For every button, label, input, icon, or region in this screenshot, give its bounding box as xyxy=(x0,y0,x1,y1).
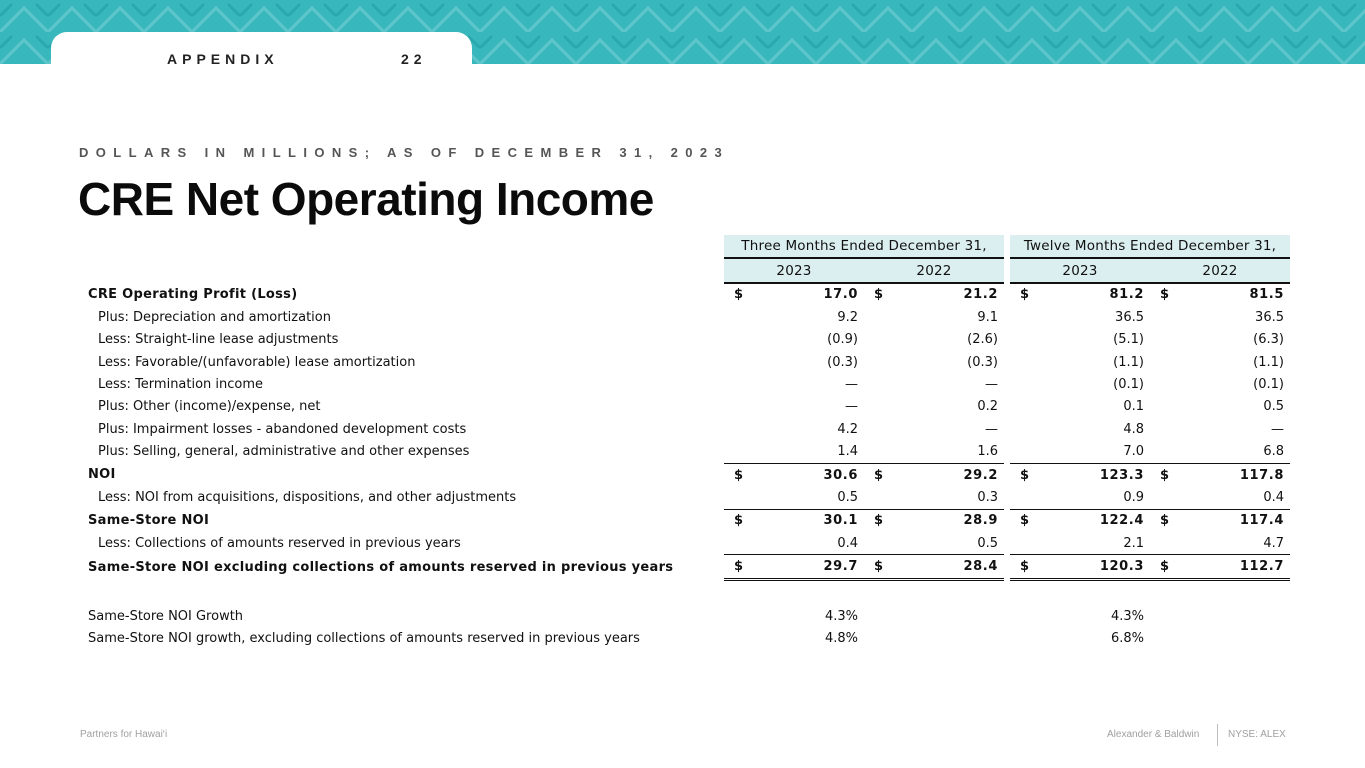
value-text: — xyxy=(985,421,998,437)
value-text: 29.7 xyxy=(823,559,858,575)
value-text: 30.1 xyxy=(823,513,858,529)
value-cell xyxy=(1010,509,1150,532)
value-cell xyxy=(724,306,864,328)
table-row xyxy=(80,283,1290,306)
value-cell xyxy=(1150,418,1290,440)
value-text: 6.8% xyxy=(1110,630,1144,646)
currency-symbol: $ xyxy=(734,513,744,529)
table-row xyxy=(80,486,1290,509)
value-text: 4.2 xyxy=(837,421,858,437)
currency-symbol: $ xyxy=(1160,559,1170,575)
row-label: Same-Store NOI xyxy=(88,513,210,529)
value-text: 4.3% xyxy=(1110,608,1144,624)
value-cell xyxy=(1150,509,1290,532)
value-cell xyxy=(1010,351,1150,373)
value-cell xyxy=(864,463,1004,486)
section-label: APPENDIX xyxy=(167,51,279,67)
value-text: 4.3% xyxy=(824,608,858,624)
table-row xyxy=(80,555,1290,579)
value-cell xyxy=(724,373,864,395)
growth-value xyxy=(1010,627,1150,649)
value-text: 28.9 xyxy=(963,513,998,529)
table-row xyxy=(80,351,1290,373)
value-cell xyxy=(724,329,864,351)
value-cell xyxy=(864,283,1004,306)
value-cell xyxy=(864,532,1004,555)
value-cell xyxy=(1150,486,1290,509)
value-text: 4.8% xyxy=(824,630,858,646)
growth-row xyxy=(80,605,1290,627)
currency-symbol: $ xyxy=(1160,287,1170,303)
currency-symbol: $ xyxy=(734,287,744,303)
value-cell xyxy=(1150,463,1290,486)
value-cell xyxy=(864,441,1004,464)
value-text: 36.5 xyxy=(1115,309,1144,325)
table-row xyxy=(80,396,1290,418)
value-text: 0.4 xyxy=(1263,489,1284,505)
value-text: (0.9) xyxy=(827,332,858,348)
value-text: 1.6 xyxy=(977,444,998,460)
row-label: Less: Straight-line lease adjustments xyxy=(98,332,339,348)
value-text: (1.1) xyxy=(1253,354,1284,370)
value-text: 117.8 xyxy=(1239,467,1284,483)
noi-table xyxy=(80,235,1290,650)
value-text: — xyxy=(845,399,858,415)
row-label: Less: Favorable/(unfavorable) lease amortization xyxy=(98,354,416,370)
table-row xyxy=(80,329,1290,351)
value-text: 9.1 xyxy=(977,309,998,325)
value-cell xyxy=(1010,306,1150,328)
currency-symbol: $ xyxy=(1020,467,1030,483)
value-cell xyxy=(1010,373,1150,395)
currency-symbol: $ xyxy=(1160,467,1170,483)
value-cell xyxy=(1010,441,1150,464)
value-cell xyxy=(864,396,1004,418)
value-cell xyxy=(724,463,864,486)
table-body xyxy=(80,283,1290,580)
currency-symbol: $ xyxy=(874,287,884,303)
value-cell xyxy=(724,283,864,306)
twelve-months-header: Twelve Months Ended December 31, xyxy=(1010,235,1290,258)
footer-tagline: Partners for Hawai‘i xyxy=(80,729,168,740)
value-cell xyxy=(724,418,864,440)
value-text: 0.2 xyxy=(977,399,998,415)
row-label: Less: NOI from acquisitions, dispositions, and other adjustments xyxy=(98,490,517,506)
value-cell xyxy=(864,373,1004,395)
table-row xyxy=(80,306,1290,328)
growth-label: Same-Store NOI growth, excluding collections of amounts reserved in previous years xyxy=(88,630,640,646)
row-label: Plus: Selling, general, administrative and other expenses xyxy=(98,444,470,460)
value-text: (0.3) xyxy=(967,354,998,370)
value-cell xyxy=(1010,555,1150,579)
value-cell xyxy=(1150,555,1290,579)
value-text: (5.1) xyxy=(1113,332,1144,348)
currency-symbol: $ xyxy=(1020,559,1030,575)
year-header-row xyxy=(80,258,1290,282)
value-cell xyxy=(864,351,1004,373)
table-row xyxy=(80,441,1290,464)
currency-symbol: $ xyxy=(734,559,744,575)
value-text: 4.7 xyxy=(1263,535,1284,551)
value-cell xyxy=(864,555,1004,579)
value-cell xyxy=(1150,532,1290,555)
row-label: Plus: Other (income)/expense, net xyxy=(98,399,321,415)
row-label: NOI xyxy=(88,467,116,483)
currency-symbol: $ xyxy=(874,467,884,483)
value-cell xyxy=(724,555,864,579)
value-cell xyxy=(724,441,864,464)
value-text: 120.3 xyxy=(1099,559,1144,575)
value-text: 0.4 xyxy=(837,535,858,551)
value-cell xyxy=(1150,441,1290,464)
value-cell xyxy=(1010,486,1150,509)
value-text: 0.5 xyxy=(977,535,998,551)
currency-symbol: $ xyxy=(1020,287,1030,303)
page-subtitle: DOLLARS IN MILLIONS; AS OF DECEMBER 31, 2023 xyxy=(79,145,730,160)
growth-value xyxy=(724,605,864,627)
value-cell xyxy=(1150,351,1290,373)
group-header-row xyxy=(80,235,1290,258)
table-row xyxy=(80,373,1290,395)
currency-symbol: $ xyxy=(1020,513,1030,529)
value-text: (0.1) xyxy=(1253,377,1284,393)
row-label: Same-Store NOI excluding collections of amounts reserved in previous years xyxy=(88,559,674,575)
value-text: 2.1 xyxy=(1123,535,1144,551)
value-text: 21.2 xyxy=(963,287,998,303)
year-header: 2022 xyxy=(864,258,1004,282)
value-text: 4.8 xyxy=(1123,421,1144,437)
footer-divider xyxy=(1217,724,1218,746)
table-row xyxy=(80,418,1290,440)
value-text: 29.2 xyxy=(963,467,998,483)
spacer-row xyxy=(80,579,1290,605)
value-cell xyxy=(724,509,864,532)
value-cell xyxy=(864,306,1004,328)
value-cell xyxy=(1150,306,1290,328)
three-months-header: Three Months Ended December 31, xyxy=(724,235,1004,258)
table-row xyxy=(80,463,1290,486)
value-text: 112.7 xyxy=(1239,559,1284,575)
growth-body xyxy=(80,605,1290,650)
value-text: 0.3 xyxy=(977,489,998,505)
page-number: 22 xyxy=(401,51,427,67)
value-text: 7.0 xyxy=(1123,444,1144,460)
value-cell xyxy=(1010,418,1150,440)
value-cell xyxy=(864,329,1004,351)
value-text: (0.1) xyxy=(1113,377,1144,393)
growth-label: Same-Store NOI Growth xyxy=(88,608,244,624)
value-text: — xyxy=(1271,421,1284,437)
row-label: Plus: Impairment losses - abandoned development costs xyxy=(98,421,467,437)
value-text: 123.3 xyxy=(1099,467,1144,483)
growth-value xyxy=(1010,605,1150,627)
row-label: Plus: Depreciation and amortization xyxy=(98,309,331,325)
value-cell xyxy=(1150,373,1290,395)
currency-symbol: $ xyxy=(874,513,884,529)
value-cell xyxy=(1150,283,1290,306)
value-text: (2.6) xyxy=(967,332,998,348)
value-cell xyxy=(1010,396,1150,418)
value-cell xyxy=(724,532,864,555)
value-cell xyxy=(1150,329,1290,351)
footer-company: Alexander & Baldwin xyxy=(1107,729,1200,740)
value-cell xyxy=(864,509,1004,532)
value-text: (1.1) xyxy=(1113,354,1144,370)
value-cell xyxy=(1010,329,1150,351)
value-text: 81.2 xyxy=(1109,287,1144,303)
value-cell xyxy=(1010,532,1150,555)
value-text: 36.5 xyxy=(1255,309,1284,325)
year-header: 2023 xyxy=(724,258,864,282)
value-text: (0.3) xyxy=(827,354,858,370)
row-label: Less: Collections of amounts reserved in previous years xyxy=(98,536,461,552)
value-text: 0.9 xyxy=(1123,489,1144,505)
value-text: 0.5 xyxy=(837,489,858,505)
value-cell xyxy=(1150,396,1290,418)
value-cell xyxy=(724,396,864,418)
value-text: 30.6 xyxy=(823,467,858,483)
currency-symbol: $ xyxy=(1160,513,1170,529)
table-row xyxy=(80,532,1290,555)
value-text: — xyxy=(845,377,858,393)
value-text: 81.5 xyxy=(1249,287,1284,303)
row-label: CRE Operating Profit (Loss) xyxy=(88,286,298,302)
value-cell xyxy=(724,486,864,509)
value-text: 122.4 xyxy=(1099,513,1144,529)
value-text: 0.5 xyxy=(1263,399,1284,415)
year-header: 2022 xyxy=(1150,258,1290,282)
value-text: — xyxy=(985,377,998,393)
currency-symbol: $ xyxy=(734,467,744,483)
value-text: 17.0 xyxy=(823,287,858,303)
value-text: 0.1 xyxy=(1123,399,1144,415)
value-cell xyxy=(1010,283,1150,306)
value-cell xyxy=(864,486,1004,509)
currency-symbol: $ xyxy=(874,559,884,575)
growth-value xyxy=(724,627,864,649)
value-text: 28.4 xyxy=(963,559,998,575)
value-cell xyxy=(724,351,864,373)
value-cell xyxy=(864,418,1004,440)
value-text: (6.3) xyxy=(1253,332,1284,348)
year-header: 2023 xyxy=(1010,258,1150,282)
value-cell xyxy=(1010,463,1150,486)
footer-ticker: NYSE: ALEX xyxy=(1228,729,1286,740)
page-title: CRE Net Operating Income xyxy=(78,173,654,225)
value-text: 117.4 xyxy=(1239,513,1284,529)
value-text: 9.2 xyxy=(837,309,858,325)
value-text: 1.4 xyxy=(837,444,858,460)
table-row xyxy=(80,509,1290,532)
row-label: Less: Termination income xyxy=(98,377,264,393)
value-text: 6.8 xyxy=(1263,444,1284,460)
growth-row xyxy=(80,627,1290,649)
